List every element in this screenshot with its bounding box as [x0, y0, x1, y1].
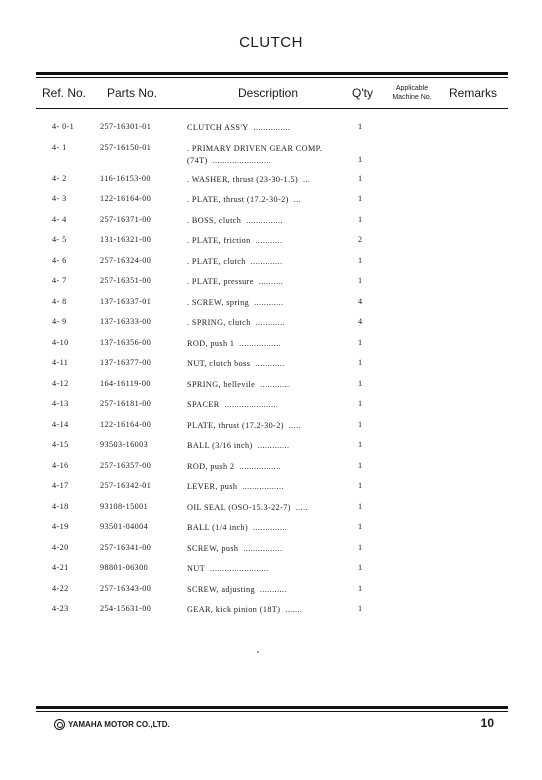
table-row — [0, 276, 542, 297]
description-text: SCREW, push — [187, 543, 239, 553]
description — [187, 194, 347, 206]
quantity: 2 — [358, 235, 363, 244]
leader-dots: ................ — [243, 543, 283, 553]
ref-no: 4- 2 — [52, 173, 67, 183]
ref-no: 4-10 — [52, 337, 69, 347]
ref-no: 4- 3 — [52, 194, 67, 203]
description — [187, 276, 347, 288]
parts-no: 93501-04004 — [100, 522, 149, 531]
table-row — [0, 604, 542, 625]
description — [187, 143, 347, 167]
page-number: 10 — [480, 716, 494, 730]
leader-dots: ............... — [246, 215, 283, 225]
leader-dots: ... — [303, 174, 311, 184]
table-row — [0, 215, 542, 236]
description-text: SPACER — [187, 400, 220, 409]
ref-no: 4-13 — [52, 399, 69, 408]
leader-dots: ............ — [254, 297, 284, 307]
description — [187, 122, 347, 134]
quantity: 1 — [358, 563, 363, 572]
description — [187, 399, 347, 411]
quantity: 1 — [358, 460, 363, 470]
leader-dots: ........... — [255, 236, 283, 245]
footer-rule-thin — [36, 711, 508, 712]
description-text: . PLATE, friction — [187, 236, 251, 245]
leader-dots: ............. — [257, 441, 290, 450]
description — [187, 502, 347, 514]
header-remarks: Remarks — [449, 86, 498, 100]
parts-no: 257-16357-00 — [100, 460, 152, 470]
quantity: 1 — [358, 604, 363, 613]
header-applicable-line2: Machine No. — [392, 94, 432, 101]
parts-no: 254-15631-00 — [100, 604, 152, 613]
parts-no: 257-16351-00 — [100, 276, 152, 285]
parts-no: 93503-16003 — [100, 440, 149, 449]
description-text: . SPRING, clutch — [187, 318, 251, 327]
description — [187, 297, 347, 309]
ref-no: 4- 0-1 — [52, 122, 75, 131]
table-row — [0, 256, 542, 277]
quantity: 1 — [358, 173, 363, 183]
description — [187, 379, 347, 391]
leader-dots: ........... — [259, 584, 287, 594]
description — [187, 522, 347, 534]
ref-no: 4- 4 — [52, 214, 67, 224]
ref-no: 4- 9 — [52, 317, 67, 326]
parts-no: 164-16119-00 — [100, 378, 151, 388]
leader-dots: ........................ — [212, 155, 272, 165]
ref-no: 4-17 — [52, 481, 69, 490]
description-text: . PLATE, clutch — [187, 256, 246, 266]
parts-no: 257-16181-00 — [100, 399, 152, 408]
table-row — [0, 502, 542, 523]
ref-no: 4-12 — [52, 378, 69, 388]
description-text: BALL (1/4 inch) — [187, 523, 249, 532]
leader-dots: ........................ — [209, 564, 269, 573]
leader-dots: ............. — [250, 256, 283, 266]
ref-no: 4- 6 — [52, 255, 67, 265]
table-row — [0, 235, 542, 256]
table-row — [0, 543, 542, 564]
description — [187, 235, 347, 247]
description — [187, 338, 347, 350]
description-text: SPRING, bellevile — [187, 379, 256, 389]
leader-dots: ...................... — [224, 400, 279, 409]
description-text: CLUTCH ASS'Y — [187, 123, 249, 132]
description — [187, 563, 347, 575]
leader-dots: .......... — [258, 277, 284, 286]
quantity: 1 — [358, 337, 363, 347]
quantity: 1 — [358, 255, 363, 265]
header-applicable-line1: Applicable — [395, 85, 429, 92]
leader-dots: ............ — [255, 318, 285, 327]
table-row — [0, 522, 542, 543]
table-row — [0, 143, 542, 174]
footer-company — [54, 719, 170, 730]
parts-no: 257-16341-00 — [100, 542, 152, 552]
leader-dots: ............... — [253, 123, 291, 132]
quantity: 1 — [358, 358, 363, 367]
description — [187, 358, 347, 370]
parts-table-body — [0, 122, 542, 625]
company-name: YAMAHA MOTOR CO.,LTD. — [68, 720, 170, 729]
ref-no: 4-15 — [52, 440, 69, 449]
header-description: Description — [238, 86, 299, 100]
description-text: . PLATE, pressure — [187, 277, 254, 286]
quantity: 1 — [358, 214, 363, 224]
ref-no: 4- 1 — [52, 142, 67, 152]
quantity: 4 — [358, 317, 363, 326]
quantity: 1 — [358, 501, 363, 511]
ref-no: 4- 7 — [52, 276, 67, 285]
description-text: . PRIMARY DRIVEN GEAR COMP. — [187, 143, 323, 153]
parts-no: 257-16324-00 — [100, 255, 152, 265]
parts-no: 116-16153-00 — [100, 173, 151, 183]
quantity: 1 — [358, 522, 363, 531]
ref-no: 4-22 — [52, 583, 69, 593]
description-text: NUT — [187, 564, 206, 573]
header-bottom-rule — [36, 108, 508, 109]
parts-no: 98801-06300 — [100, 563, 149, 572]
quantity: 1 — [358, 583, 363, 593]
footer-rule — [36, 706, 508, 709]
quantity: 1 — [358, 378, 363, 388]
parts-no: 122-16164-00 — [100, 194, 152, 203]
parts-no: 93108-15001 — [100, 501, 149, 511]
description-text: LEVER, push — [187, 482, 238, 491]
description — [187, 420, 347, 432]
description-text: . WASHER, thrust (23-30-1.5) — [187, 174, 299, 184]
table-row — [0, 379, 542, 400]
table-row — [0, 420, 542, 441]
leader-dots: ................. — [239, 338, 281, 348]
quantity: 1 — [358, 419, 363, 429]
ref-no: 4- 8 — [52, 296, 67, 306]
leader-dots: ... — [293, 195, 302, 204]
table-row — [0, 338, 542, 359]
table-row — [0, 317, 542, 338]
quantity: 1 — [358, 122, 363, 131]
quantity: 1 — [358, 194, 363, 203]
table-row — [0, 481, 542, 502]
ref-no: 4-14 — [52, 419, 69, 429]
table-row — [0, 399, 542, 420]
description-text: . PLATE, thrust (17.2-30-2) — [187, 195, 289, 204]
yamaha-emblem-icon — [54, 719, 65, 730]
parts-no: 137-16356-00 — [100, 337, 152, 347]
description — [187, 440, 347, 452]
parts-no: 131-16321-00 — [100, 235, 152, 244]
description-text: SCREW, adjusting — [187, 584, 255, 594]
parts-no: 137-16333-00 — [100, 317, 152, 326]
description-text: ROD, push 2 — [187, 461, 235, 471]
ref-no: 4-23 — [52, 604, 69, 613]
description-text-cont: (74T) — [187, 155, 208, 165]
leader-dots: ..... — [295, 502, 308, 512]
table-row — [0, 174, 542, 195]
quantity: 1 — [358, 542, 363, 552]
leader-dots: ................. — [239, 461, 281, 471]
table-row — [0, 563, 542, 584]
quantity: 1 — [358, 440, 363, 449]
description — [187, 461, 347, 473]
leader-dots: ....... — [285, 605, 303, 614]
parts-no: 137-16377-00 — [100, 358, 152, 367]
table-row — [0, 461, 542, 482]
description — [187, 256, 347, 268]
description-text: NUT, clutch boss — [187, 359, 251, 368]
parts-no: 257-16343-00 — [100, 583, 152, 593]
ref-no: 4-19 — [52, 522, 69, 531]
description — [187, 317, 347, 329]
description — [187, 481, 347, 493]
description — [187, 543, 347, 555]
header-qty: Q'ty — [352, 86, 373, 100]
ref-no: 4-11 — [52, 358, 69, 367]
description — [187, 584, 347, 596]
header-applicable-machine — [384, 84, 440, 102]
parts-no: 137-16337-01 — [100, 296, 152, 306]
parts-no: 122-16164-00 — [100, 419, 152, 429]
quantity: 1 — [358, 481, 363, 490]
table-row — [0, 440, 542, 461]
table-row — [0, 194, 542, 215]
description — [187, 174, 347, 186]
parts-no: 257-16150-01 — [100, 142, 152, 152]
description-text: GEAR, kick pinion (18T) — [187, 605, 281, 614]
quantity: 1 — [358, 154, 363, 164]
description-text: ROD, push 1 — [187, 338, 235, 348]
quantity: 1 — [358, 276, 363, 285]
leader-dots: ............ — [255, 359, 285, 368]
ref-no: 4- 5 — [52, 235, 67, 244]
page-title: CLUTCH — [239, 34, 303, 51]
scan-speck — [257, 651, 259, 653]
ref-no: 4-18 — [52, 501, 69, 511]
header-ref-no: Ref. No. — [42, 86, 87, 100]
description-text: PLATE, thrust (17.2-30-2) — [187, 420, 284, 430]
description-text: . BOSS, clutch — [187, 215, 242, 225]
quantity: 4 — [358, 296, 363, 306]
table-row — [0, 584, 542, 605]
leader-dots: .............. — [253, 523, 288, 532]
ref-no: 4-20 — [52, 542, 69, 552]
table-row — [0, 358, 542, 379]
description-text: OIL SEAL (OSO-15.3-22-7) — [187, 502, 291, 512]
parts-no: 257-16301-01 — [100, 122, 152, 131]
parts-no: 257-16342-01 — [100, 481, 152, 490]
leader-dots: ................. — [242, 482, 284, 491]
ref-no: 4-16 — [52, 460, 69, 470]
table-row — [0, 122, 542, 143]
ref-no: 4-21 — [52, 563, 69, 572]
parts-no: 257-16371-00 — [100, 214, 152, 224]
description — [187, 215, 347, 227]
description-text: . SCREW, spring — [187, 297, 250, 307]
header-top-rule-thin — [36, 77, 508, 78]
description — [187, 604, 347, 616]
header-top-rule — [36, 72, 508, 75]
leader-dots: ............ — [260, 379, 290, 389]
quantity: 1 — [358, 399, 363, 408]
header-parts-no: Parts No. — [107, 86, 158, 100]
leader-dots: ..... — [288, 420, 302, 430]
description-text: BALL (3/16 inch) — [187, 441, 253, 450]
table-row — [0, 297, 542, 318]
